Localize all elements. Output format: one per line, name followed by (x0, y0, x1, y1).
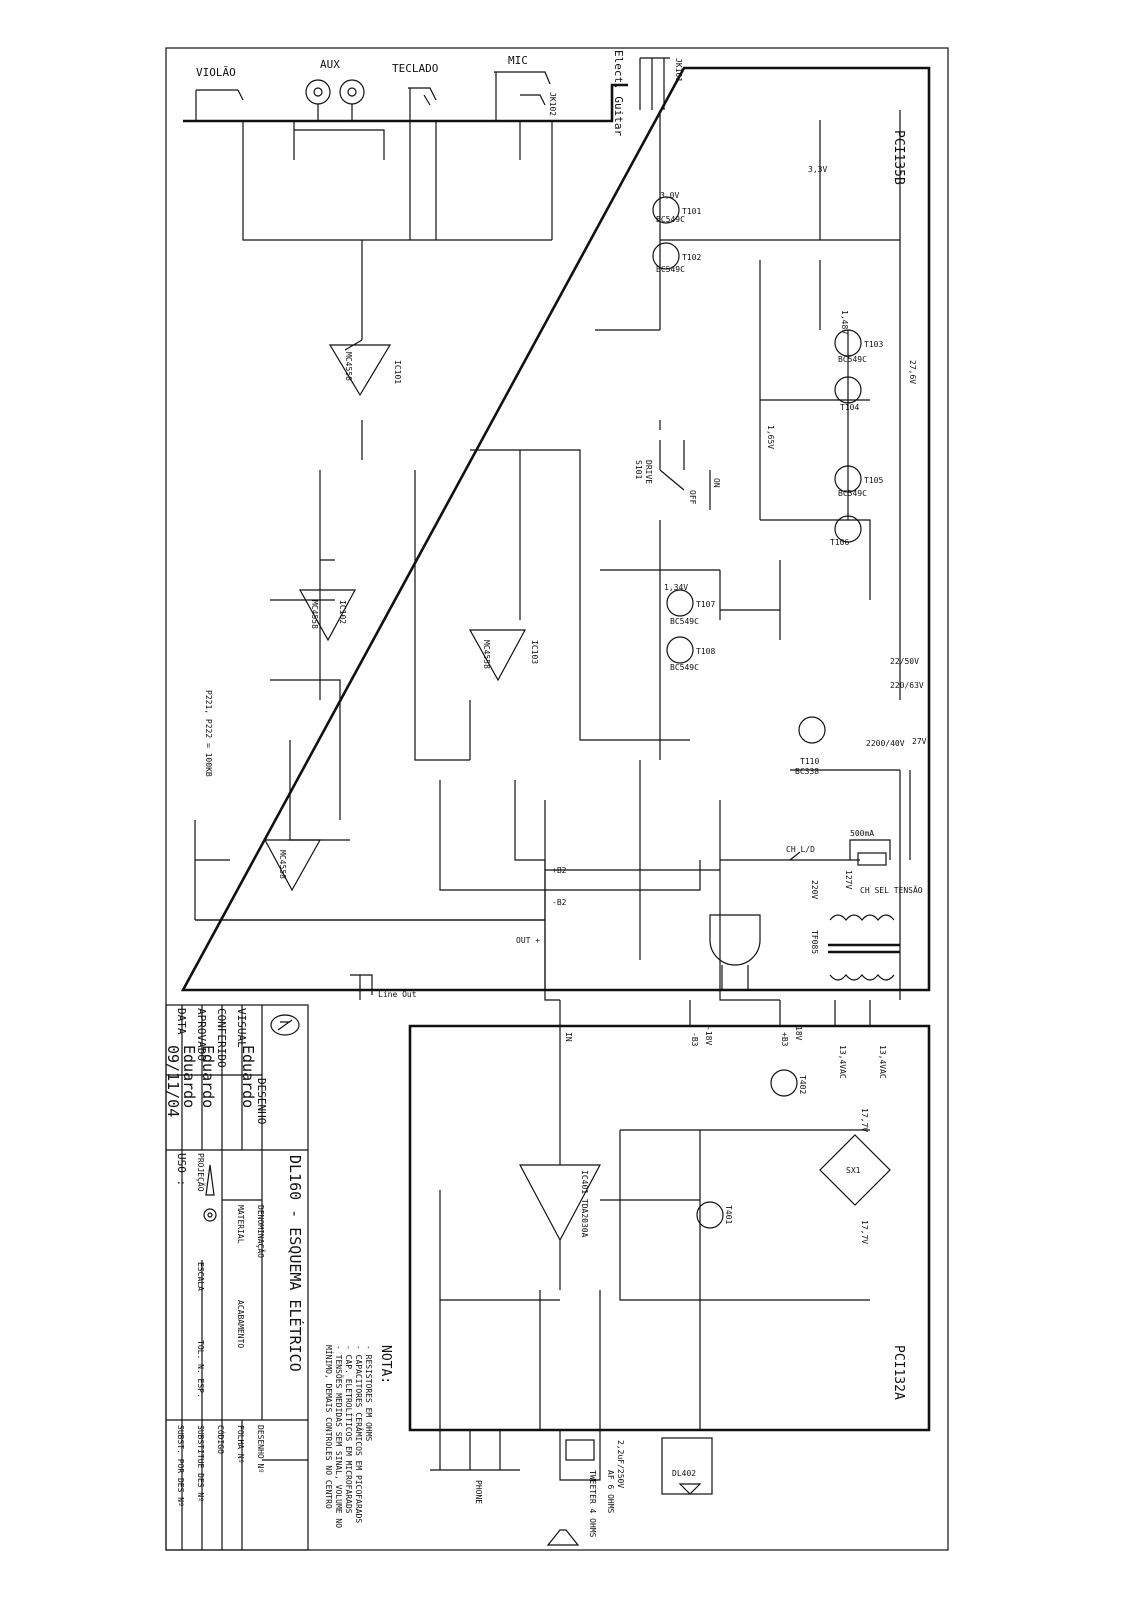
cap-220-63v: 220/63V (890, 681, 924, 690)
title-field-denominacao: DENOMINAÇÃO (256, 1205, 265, 1258)
mc4558-label-1: MC4558 (344, 352, 353, 381)
input-jacks (196, 50, 683, 136)
voltage-3v0: 3,0V (660, 191, 680, 200)
bc549c-label-4: BC549C (838, 489, 867, 498)
line-out-jack-icon (350, 975, 372, 1000)
ic103-label: IC103 (530, 640, 539, 665)
ic401-label: IC401 TDA2030A (580, 1170, 589, 1238)
title-value-conferido: Eduardo (199, 1045, 217, 1109)
power-switch-label: CH L/D (786, 845, 815, 854)
amp-minus-18v-label: -18V (704, 1026, 713, 1046)
title-value-desenho: Eduardo (239, 1045, 257, 1109)
tweeter-icon (548, 1530, 578, 1545)
drawing-title: DL160 - ESQUEMA ELÉTRICO (286, 1155, 304, 1372)
title-value-data: 09/11/04 (164, 1045, 182, 1118)
transformer-icon (828, 915, 900, 980)
title-value-aprovado: Eduardo (180, 1045, 198, 1109)
notes-title: NOTA: (378, 1345, 393, 1385)
jack-label-jk101: JK101 (674, 58, 683, 83)
amp-plus-18v-label: 18V (794, 1026, 803, 1041)
title-label-conferido: CONFERIDO (215, 1008, 228, 1068)
jack-mic-icon (494, 72, 550, 121)
dc-17v7-minus: 17,7V (860, 1220, 869, 1245)
t402-label: T402 (798, 1075, 807, 1095)
s101-label: S101 (634, 460, 643, 480)
phone-jack-label: PHONE (474, 1480, 483, 1505)
input-label-aux: AUX (320, 58, 340, 71)
title-field-subst-por: SUBST. POR DES Nº (176, 1425, 185, 1507)
t110-type: BC338 (795, 767, 820, 776)
cap-22-50v: 22/50V (890, 657, 919, 666)
t101-label: T101 (682, 207, 702, 216)
board-lower-border (410, 1026, 929, 1430)
t105-label: T105 (864, 476, 884, 485)
amp-in-label: IN (564, 1032, 573, 1042)
drive-label: DRIVE (644, 460, 653, 485)
t102-label: T102 (682, 253, 702, 262)
bridge-rectifier-icon (820, 1135, 890, 1205)
transformer-label: TF085 (810, 930, 819, 955)
mains-plug-icon (710, 915, 760, 990)
input-label-guitar: Elect. Guitar (612, 50, 625, 137)
fuse-icon (858, 853, 886, 865)
t104-label: T104 (840, 403, 860, 412)
bc549c-label-2: BC549C (656, 265, 685, 274)
voltage-3v3: 3,3V (808, 165, 828, 174)
voltage-1v48: 1,48V (840, 310, 849, 335)
switch-on-label: ON (712, 478, 721, 488)
tweeter-cap-label: 2,2uF/250V (616, 1440, 625, 1489)
switch-off-label: OFF (688, 490, 697, 505)
note-1: - RESISTORES EM OHMS (364, 1345, 373, 1442)
company-logo-icon (271, 1015, 299, 1035)
mc4558-label-3: MC4558 (278, 850, 287, 879)
t107-label: T107 (696, 600, 716, 609)
jack-teclado-icon (408, 88, 436, 121)
voltage-1v65: 1,65V (766, 425, 775, 450)
title-field-desenho-n: DESENHO Nº (256, 1425, 265, 1474)
title-field-uso: USO : (175, 1153, 188, 1187)
bc549c-label-5: BC549C (670, 617, 699, 626)
transistor-t401-icon (697, 1202, 723, 1228)
dc-17v7-plus: 17,7V (860, 1108, 869, 1133)
ac-13v4-right: 13,4VAC (878, 1045, 887, 1079)
title-field-material: MATERIAL (236, 1205, 245, 1244)
note-4: - TENSÕES MEDIDAS SEM SINAL, VOLUME NO (334, 1345, 343, 1529)
t401-label: T401 (724, 1205, 733, 1225)
title-field-acabamento: ACABAMENTO (236, 1300, 245, 1349)
transistor-t107-icon (667, 590, 693, 616)
voltage-selector-label: CH SEL TENSÃO (860, 886, 923, 895)
bc549c-label-1: BC549C (656, 215, 685, 224)
bc549c-label-6: BC549C (670, 663, 699, 672)
title-label-data: DATA (175, 1008, 188, 1035)
ic102-label: IC102 (338, 600, 347, 625)
led-icon (680, 1484, 700, 1494)
fuse-label: 500mA (850, 829, 875, 838)
power-rails (195, 770, 910, 1026)
rail-minus-b2: -B2 (552, 898, 567, 907)
op-amps (265, 345, 600, 1240)
t110-label: T110 (800, 757, 820, 766)
title-label-visual: VISUAL (235, 1008, 248, 1048)
t103-label: T103 (864, 340, 884, 349)
t108-label: T108 (696, 647, 716, 656)
input-label-teclado: TECLADO (392, 62, 439, 75)
transistors (653, 197, 883, 1228)
input-label-violao: VIOLÃO (196, 66, 236, 79)
t106-label: T106 (830, 538, 850, 547)
title-field-escala: ESCALA (196, 1262, 205, 1291)
bc549c-label-3: BC549C (838, 355, 867, 364)
note-2: - CAPACITORES CERÂMICOS EM PICOFARADS (354, 1345, 363, 1524)
tap-127v: 127V (844, 870, 853, 890)
title-field-tol: TOL. N. ESP. (196, 1340, 205, 1398)
drive-switch (634, 440, 721, 510)
note-5: MÍNIMO, DEMAIS CONTROLES NO CENTRO (324, 1345, 333, 1509)
mc4558-label-4: MC4558 (482, 640, 491, 669)
power-amp-section (440, 1026, 890, 1430)
notes-block (324, 1345, 393, 1528)
rail-out-plus: OUT + (516, 936, 541, 945)
opamp-ic102-b-icon (265, 840, 320, 890)
bridge-label: SX1 (846, 1166, 861, 1175)
rail-plus-b2: +B2 (552, 866, 567, 875)
amp-minus-b3-label: -B3 (690, 1032, 699, 1047)
mains-section (710, 829, 923, 990)
tap-220v: 220V (810, 880, 819, 900)
title-field-codigo: CÓDIGO (216, 1425, 225, 1454)
board-label-lower: PCI132A (891, 1345, 906, 1400)
transistor-t108-icon (667, 637, 693, 663)
led-board-outline (662, 1438, 712, 1494)
tweeter-label: TWEETER 4 OHMS (588, 1470, 597, 1538)
woofer-label: AF 6 OHMS (606, 1470, 615, 1514)
title-label-desenho: DESENHO (255, 1078, 268, 1125)
cap-2200-40v: 2200/40V (866, 739, 905, 748)
board-label-upper: PCI135B (891, 130, 906, 185)
rca-jack-icon (306, 80, 364, 104)
title-field-substitui: SUBSTITUE DES Nº (196, 1425, 205, 1503)
outer-frame (166, 48, 948, 1550)
note-3: - CAP. ELETROLÍTICOS EM MICROFARADS (344, 1345, 353, 1514)
voltage-1v34: 1,34V (664, 583, 689, 592)
transistor-t402-icon (771, 1070, 797, 1096)
led-label: DL402 (672, 1469, 697, 1478)
ac-13v4-left: 13,4VAC (838, 1045, 847, 1079)
amp-plus-b3-label: +B3 (780, 1032, 789, 1047)
transistor-t110-icon (799, 717, 825, 743)
input-label-mic: MIC (508, 54, 528, 67)
opamp-ic101-icon (330, 345, 390, 395)
title-block (164, 1005, 308, 1550)
output-section (430, 1430, 712, 1545)
title-field-folha-n: FOLHA Nº (236, 1425, 245, 1464)
jack-violao-icon (196, 90, 243, 121)
opamp-ic103-icon (470, 630, 525, 680)
title-label-aprovado: APROVADO (195, 1008, 208, 1061)
line-out-label: Line Out (378, 990, 417, 999)
board-upper-border (183, 68, 929, 990)
title-field-projecao: PROJEÇÃO (196, 1153, 205, 1192)
ic101-label: IC101 (393, 360, 402, 385)
mc4558-label-2: MC4558 (310, 600, 319, 629)
pot-value-note: P221, P222 = 100KB (204, 690, 213, 777)
voltage-27v: 27V (912, 737, 927, 746)
voltage-27v6: 27,6V (908, 360, 917, 385)
jack-label-jk102: JK102 (548, 92, 557, 117)
